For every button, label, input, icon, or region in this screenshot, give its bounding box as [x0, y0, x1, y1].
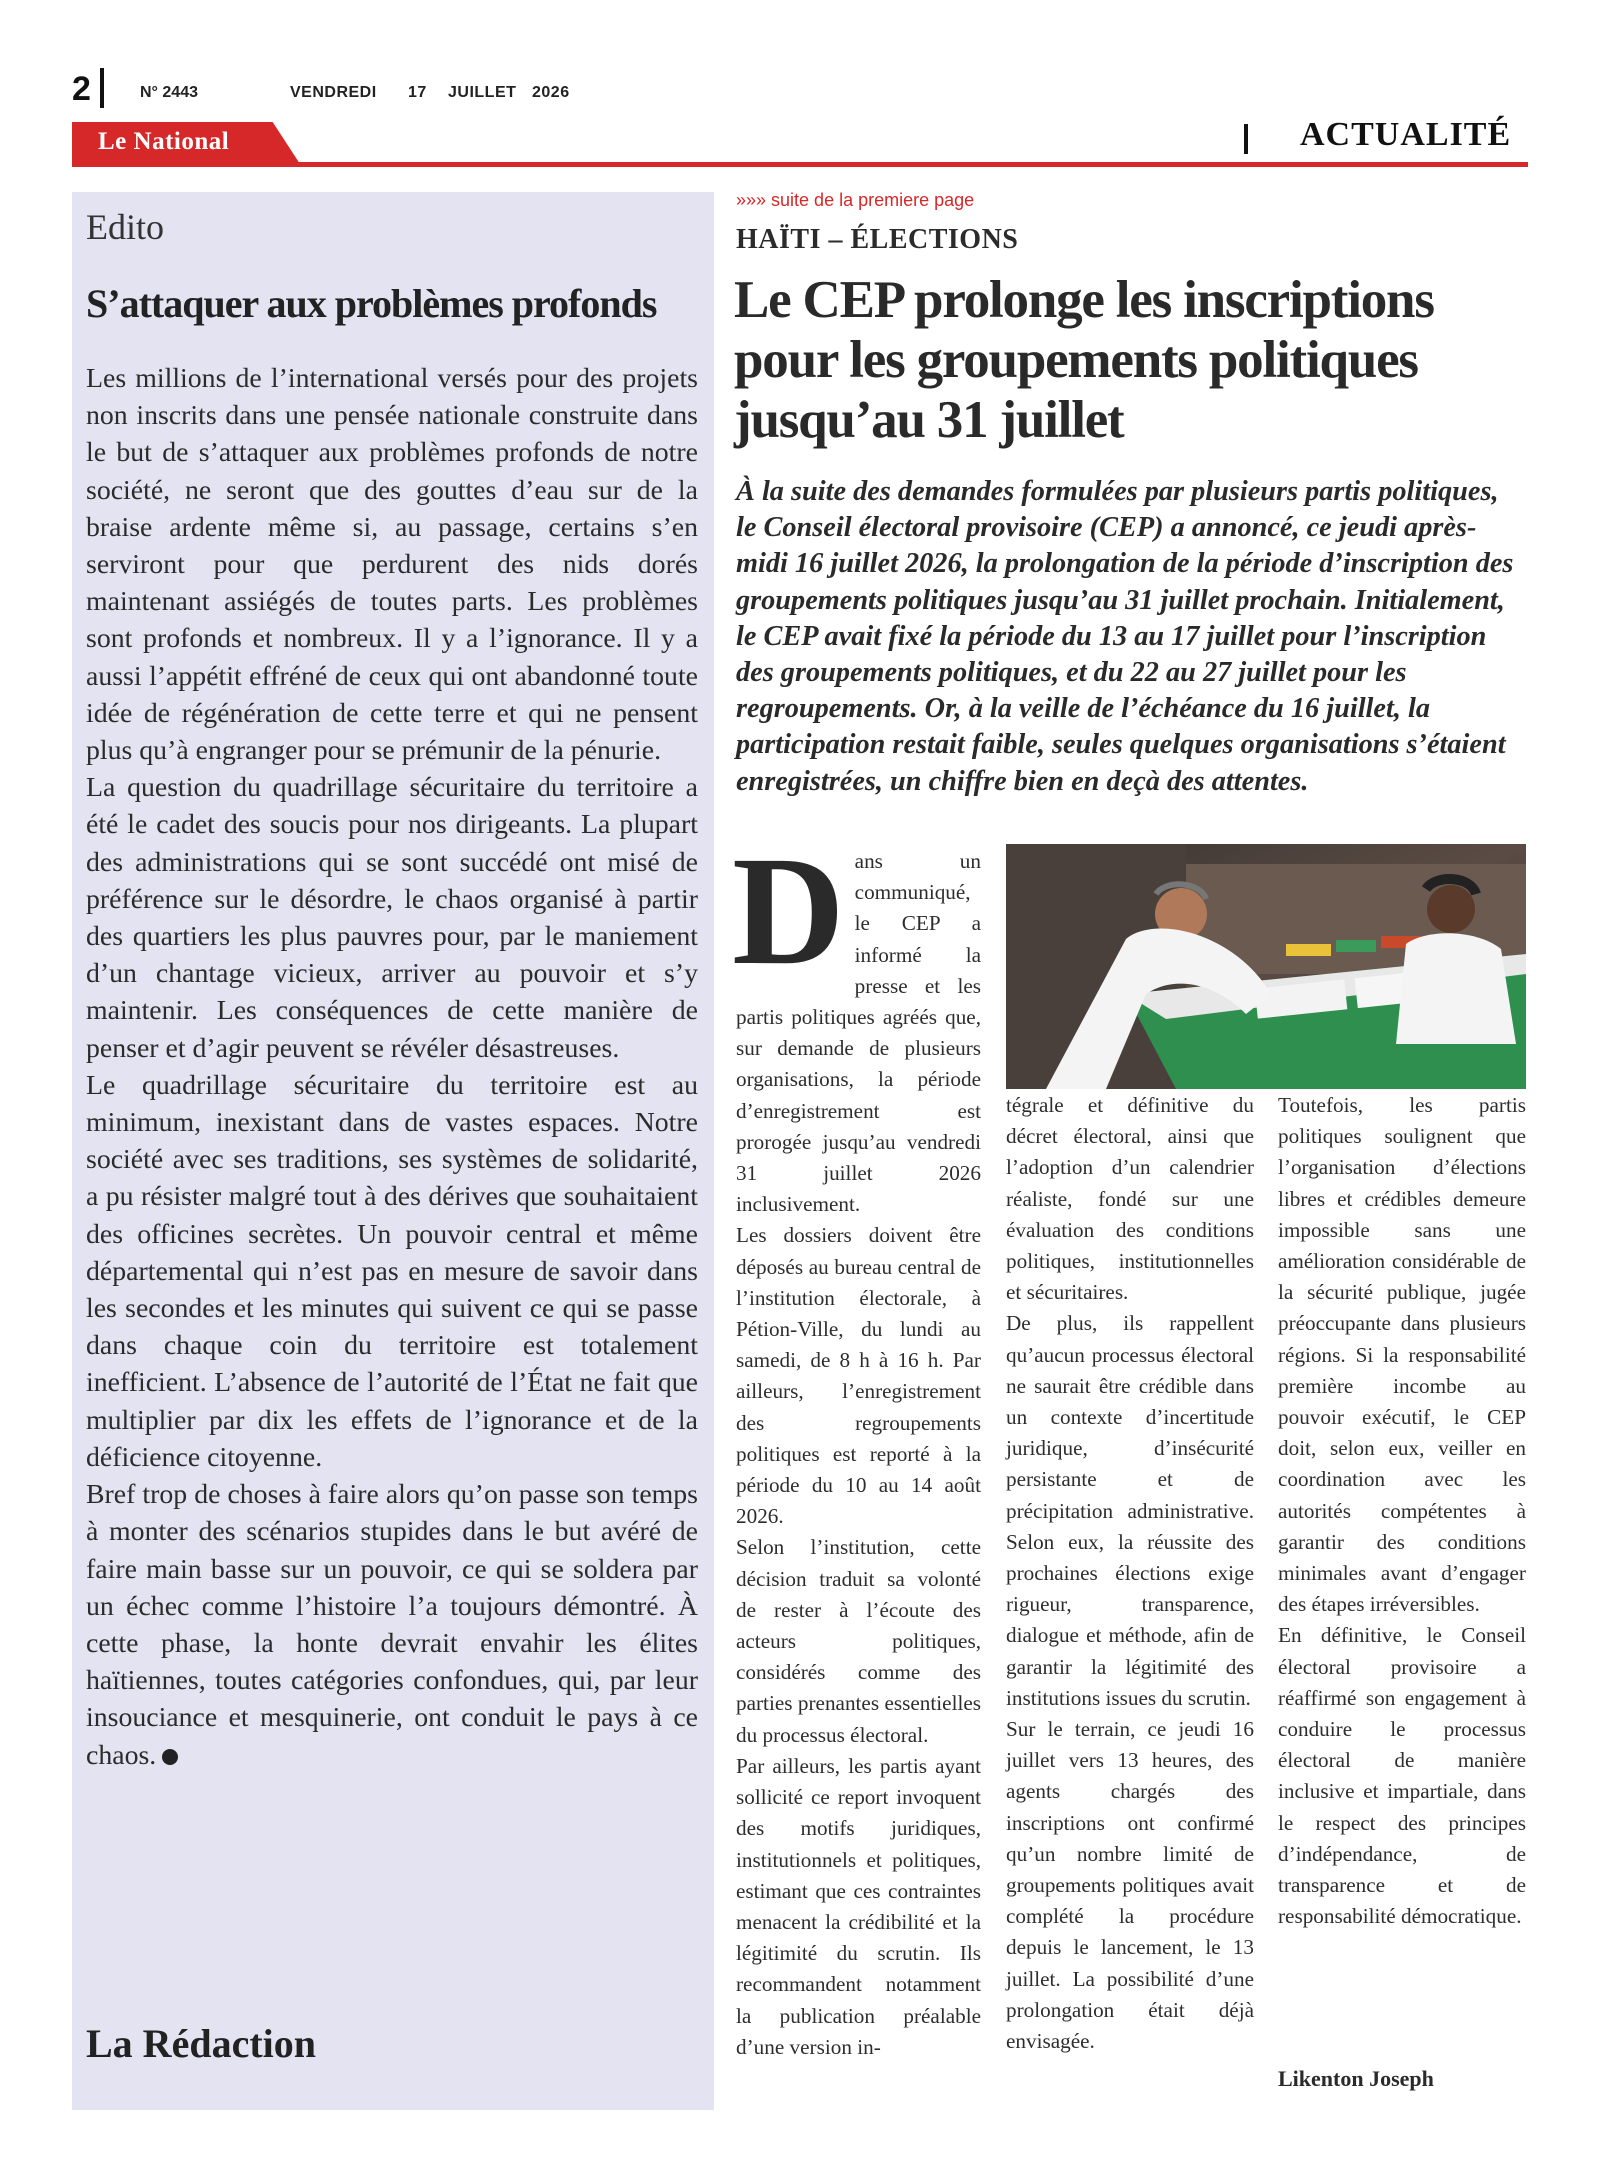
article-byline: Likenton Joseph	[1278, 2066, 1434, 2091]
brand-logo: Le National	[98, 128, 230, 155]
article-column-1	[732, 824, 981, 2096]
article-paragraph: Les dossiers doivent être déposés au bureau central de l’institution électorale, à Pétion-Ville, du lundi au samedi, de 8 h à 16 h. Par ailleurs, l’enregistrement des regroupements politiques est reporté à la période du 10 au 14 août 2026.	[736, 1223, 981, 1529]
date-year: 2026	[532, 84, 570, 101]
page-number-divider	[100, 68, 104, 108]
article-photo	[1006, 844, 1526, 1089]
section-title: ACTUALITÉ	[1300, 116, 1512, 153]
edito-title: S’attaquer aux problèmes profonds	[86, 281, 657, 326]
continued-from-link[interactable]: »»» suite de la premiere page	[736, 190, 975, 210]
article-paragraph: Par ailleurs, les partis ayant sollicité ce report invoquent des motifs juridiques, institutionnels et politiques, estimant que ces contraintes menacent la crédibilité et la légitimité du scrutin. Ils recommandent notamment la publication préalable d’une version in-	[736, 1753, 981, 2059]
edito-paragraph: Le quadrillage sécuritaire du territoire est au minimum, inexistant dans de vastes espaces. Notre société avec ses traditions, ses systèmes de solidarité, a pu résister malgré tout à des dérives que souhaitaient des officines secrètes. Un pouvoir central et même départemental qui n’est pas en mesure de savoir dans les secondes et les minutes qui suivent ce qui se passe dans chaque coin du territoire est totalement inefficient. L’absence de l’autorité de l’État ne fait que multiplier par dix les effets de l’ignorance et de la déficience citoyenne.	[86, 1069, 698, 1473]
edito-paragraph: La question du quadrillage sécuritaire du territoire a été le cadet des soucis pour nos dirigeants. La plupart des administrations qui se sont succédé ont misé de préférence sur le désordre, le chaos organisé à partir des quartiers les plus pauvres pour, par le maniement d’un chantage vicieux, arriver au pouvoir et s’y maintenir. Les conséquences de cette manière de penser et d’agir peuvent se révéler désastreuses.	[86, 772, 698, 1064]
drop-cap: D	[732, 824, 845, 997]
page-number: 2	[72, 70, 91, 108]
article-paragraph: ans un communiqué, le CEP a informé la presse et les partis politiques agréés que, sur demande de plusieurs organisations, la période d’enregistrement est prorogée jusqu’au vendredi 31 juillet 2026 inclusivement.	[736, 849, 981, 1217]
article-column-2	[1006, 1090, 1254, 2057]
article-paragraph: Toutefois, les partis politiques soulignent que l’organisation d’élections libres et crédibles demeure impossible sans une amélioration considérable de la sécurité publique, jugée préoccupante dans plusieurs régions. Si la responsabilité première incombe au pouvoir exécutif, le CEP doit, selon eux, veiller en coordination avec les autorités compétentes à garantir des conditions minimales avant d’engager des étapes irréversibles.	[1278, 1093, 1526, 1617]
article-lead: À la suite des demandes formulées par plusieurs partis politiques, le Conseil électoral provisoire (CEP) a annoncé, ce jeudi après-midi 16 juillet 2026, la prolongation de la période d’inscription des groupements politiques jusqu’au 31 juillet prochain. Initialement, le CEP avait fixé la période du 13 au 17 juillet pour l’inscription des groupements politiques, et du 22 au 27 juillet pour les regroupements. Or, à la veille de l’échéance du 16 juillet, la participation restait faible, seules quelques organisations s’étaient enregistrées, un chiffre bien en deçà des attentes.	[736, 476, 1514, 797]
edito-paragraph: Les millions de l’international versés pour des projets non inscrits dans une pensée nationale construite dans le but de s’attaquer aux problèmes profonds de notre société, ne seront que des gouttes d’eau sur de la braise ardente même si, au passage, certains s’en serviront pour que perdurent des nids dorés maintenant assiégés de toutes parts. Les problèmes sont profonds et nombreux. Il y a l’ignorance. Il y a aussi l’appétit effréné de ceux qui ont abandonné toute idée de régénération de cette terre et qui ne pensent plus qu’à engranger pour se prémunir de la pénurie.	[86, 363, 698, 767]
header-rule	[72, 162, 1528, 167]
edito-paragraph-last	[86, 1476, 698, 1774]
edito-signature: La Rédaction	[86, 2021, 316, 2066]
edito-kicker: Edito	[86, 207, 164, 247]
end-mark-icon	[162, 1749, 178, 1765]
article-rubric: HAÏTI – ÉLECTIONS	[736, 224, 1019, 255]
article-paragraph: Sur le terrain, ce jeudi 16 juillet vers 13 heures, des agents chargés des inscriptions ont confirmé qu’un nombre limité de groupements politiques avait complété la procédure depuis le lancement, le 13 juillet. La possibilité d’une prolongation était déjà envisagée.	[1006, 1717, 1254, 2054]
issue-number: N° 2443	[140, 84, 198, 101]
date-month: JUILLET	[448, 84, 517, 101]
edito-paragraph-text: Bref trop de choses à faire alors qu’on passe son temps à monter des scénarios stupides dans le but avéré de faire main basse sur un pouvoir, ce qui se soldera par un échec comme l’histoire l’a toujours démontré. À cette phase, la honte devrait envahir les élites haïtiennes, toutes catégories confondues, qui, par leur insouciance et mesquinerie, ont conduit le pays à ce chaos.	[86, 1479, 698, 1771]
article-headline: Le CEP prolonge les inscriptions pour les groupements politiques jusqu’au 31 juillet	[734, 271, 1434, 449]
edito-body	[86, 360, 698, 1774]
article-paragraph: De plus, ils rappellent qu’aucun processus électoral ne saurait être crédible dans un contexte d’incertitude juridique, d’insécurité persistante et de précipitation administrative. Selon eux, la réussite des prochaines élections exige rigueur, transparence, dialogue et méthode, afin de garantir la légitimité des institutions issues du scrutin.	[1006, 1311, 1254, 1710]
date-day-name: VENDREDI	[290, 84, 377, 101]
article-paragraph: tégrale et définitive du décret électoral, ainsi que l’adoption d’un calendrier réaliste, fondé sur une évaluation des conditions politiques, institutionnelles et sécuritaires.	[1006, 1093, 1254, 1305]
section-divider	[1244, 124, 1248, 154]
date-day: 17	[408, 84, 427, 101]
article-paragraph: Selon l’institution, cette décision traduit sa volonté de rester à l’écoute des acteurs politiques, considérés comme des parties prenantes essentielles du processus électoral.	[736, 1535, 981, 1747]
article-column-3	[1278, 1090, 1526, 1932]
article-paragraph: En définitive, le Conseil électoral provisoire a réaffirmé son engagement à conduire le processus électoral de manière inclusive et impartiale, dans le respect des principes d’indépendance, de transparence et de responsabilité démocratique.	[1278, 1623, 1526, 1929]
